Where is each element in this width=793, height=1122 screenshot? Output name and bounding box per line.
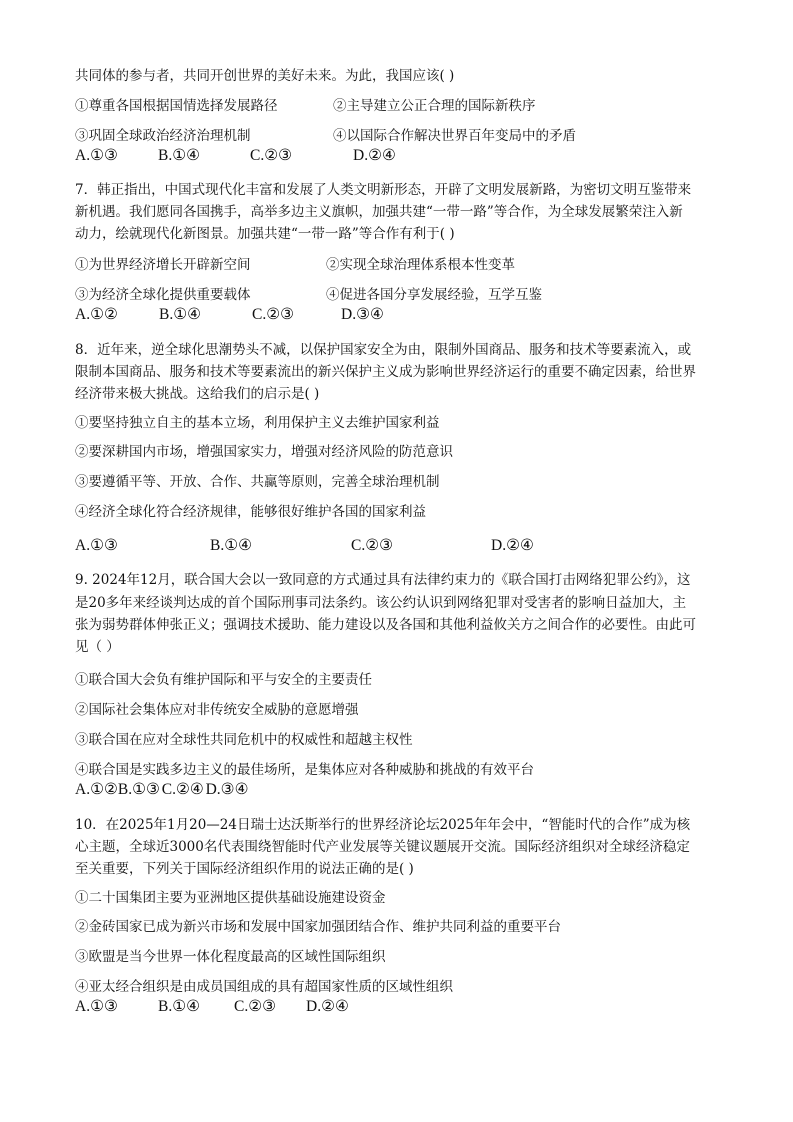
q10-answer-b: B.①④ — [158, 998, 201, 1015]
q10-option-4: ④亚太经合组织是由成员国组成的具有超国家性质的区域性组织 — [75, 979, 453, 995]
q8-option-3: ③要遵循平等、开放、合作、共赢等原则，完善全球治理机制 — [75, 474, 440, 490]
q6-stem-line: 共同体的参与者，共同开创世界的美好未来。为此，我国应该( ) — [75, 68, 455, 84]
q8-stem-line: 限制本国商品、服务和技术等要素流出的新兴保护主义成为影响世界经济运行的重要不确定因素，给世界 — [75, 364, 696, 380]
q10-option-2: ②金砖国家已成为新兴市场和发展中国家加强团结合作、维护共同利益的重要平台 — [75, 919, 561, 935]
q8-option-1: ①要坚持独立自主的基本立场，利用保护主义去维护国家利益 — [75, 415, 440, 431]
q8-answer-d: D.②④ — [491, 537, 534, 554]
q6-option-3: ③巩固全球政治经济治理机制 — [75, 128, 251, 144]
q9-answers: A.①②B.①③ C.②④ D.③④ — [75, 781, 249, 798]
q8-answer-a: A.①③ — [75, 537, 118, 554]
q10-answer-c: C.②③ — [234, 998, 277, 1015]
q7-stem-line: 新机遇。我们愿同各国携手，高举多边主义旗帜，加强共建“一带一路”等合作，为全球发展繁荣注入新 — [75, 204, 683, 220]
q9-stem-line: 张为弱势群体伸张正义；强调技术援助、能力建设以及各国和其他利益攸关方之间合作的必要性。由此可 — [75, 617, 696, 633]
q7-option-4: ④促进各国分享发展经验，互学互鉴 — [326, 287, 542, 303]
q10-answer-a: A.①③ — [75, 998, 118, 1015]
q9-stem-line: 9. 2024年12月，联合国大会以一致同意的方式通过具有法律约束力的《联合国打击网络犯罪公约》，这 — [75, 572, 691, 588]
q8-option-4: ④经济全球化符合经济规律，能够很好维护各国的国家利益 — [75, 504, 426, 520]
q7-stem-line: 动力，绘就现代化新图景。加强共建“一带一路”等合作有利于( ) — [75, 226, 455, 242]
q9-stem-line: 见（ ） — [75, 639, 120, 655]
q10-option-3: ③欧盟是当今世界一体化程度最高的区域性国际组织 — [75, 949, 386, 965]
q7-answer-d: D.③④ — [341, 306, 384, 323]
q7-answer-c: C.②③ — [252, 306, 295, 323]
q7-option-2: ②实现全球治理体系根本性变革 — [326, 257, 515, 273]
q10-stem-line: 心主题，全球近3000名代表围绕智能时代产业发展等关键议题展开交流。国际经济组织对全球经济稳定 — [75, 839, 690, 855]
q7-option-3: ③为经济全球化提供重要载体 — [75, 287, 251, 303]
q10-answer-d: D.②④ — [306, 998, 349, 1015]
q8-answer-c: C.②③ — [351, 537, 394, 554]
q7-stem-line: 7．韩正指出，中国式现代化丰富和发展了人类文明新形态，开辟了文明发展新路，为密切文明互鉴带来 — [75, 182, 692, 198]
q8-answer-b: B.①④ — [210, 537, 253, 554]
q6-answer-a: A.①③ — [75, 147, 118, 164]
q6-answer-b: B.①④ — [158, 147, 201, 164]
q9-option-2: ②国际社会集体应对非传统安全威胁的意愿增强 — [75, 702, 359, 718]
q6-option-4: ④以国际合作解决世界百年变局中的矛盾 — [333, 128, 576, 144]
q10-stem-line: 至关重要，下列关于国际经济组织作用的说法正确的是( ) — [75, 861, 414, 877]
q8-option-2: ②要深耕国内市场，增强国家实力，增强对经济风险的防范意识 — [75, 444, 453, 460]
q10-option-1: ①二十国集团主要为亚洲地区提供基础设施建设资金 — [75, 890, 386, 906]
q6-option-1: ①尊重各国根据国情选择发展路径 — [75, 98, 278, 114]
q9-option-1: ①联合国大会负有维护国际和平与安全的主要责任 — [75, 672, 372, 688]
q7-option-1: ①为世界经济增长开辟新空间 — [75, 257, 251, 273]
q8-stem-line: 经济带来极大挑战。这给我们的启示是( ) — [75, 386, 320, 402]
q7-answer-b: B.①④ — [159, 306, 202, 323]
q10-stem-line: 10．在2025年1月20—24日瑞士达沃斯举行的世界经济论坛2025年年会中，“智能时代的合作”成为核 — [75, 817, 691, 833]
q6-option-2: ②主导建立公正合理的国际新秩序 — [333, 98, 536, 114]
q6-answer-d: D.②④ — [353, 147, 396, 164]
q9-option-4: ④联合国是实践多边主义的最佳场所，是集体应对各种威胁和挑战的有效平台 — [75, 762, 534, 778]
q9-stem-line: 是20多年来经谈判达成的首个国际刑事司法条约。该公约认识到网络犯罪对受害者的影响日益加大，主 — [75, 595, 687, 611]
q6-answer-c: C.②③ — [250, 147, 293, 164]
q9-option-3: ③联合国在应对全球性共同危机中的权威性和超越主权性 — [75, 732, 413, 748]
q8-stem-line: 8．近年来，逆全球化思潮势头不减，以保护国家安全为由，限制外国商品、服务和技术等要素流入，或 — [75, 342, 692, 358]
q7-answer-a: A.①② — [75, 306, 118, 323]
